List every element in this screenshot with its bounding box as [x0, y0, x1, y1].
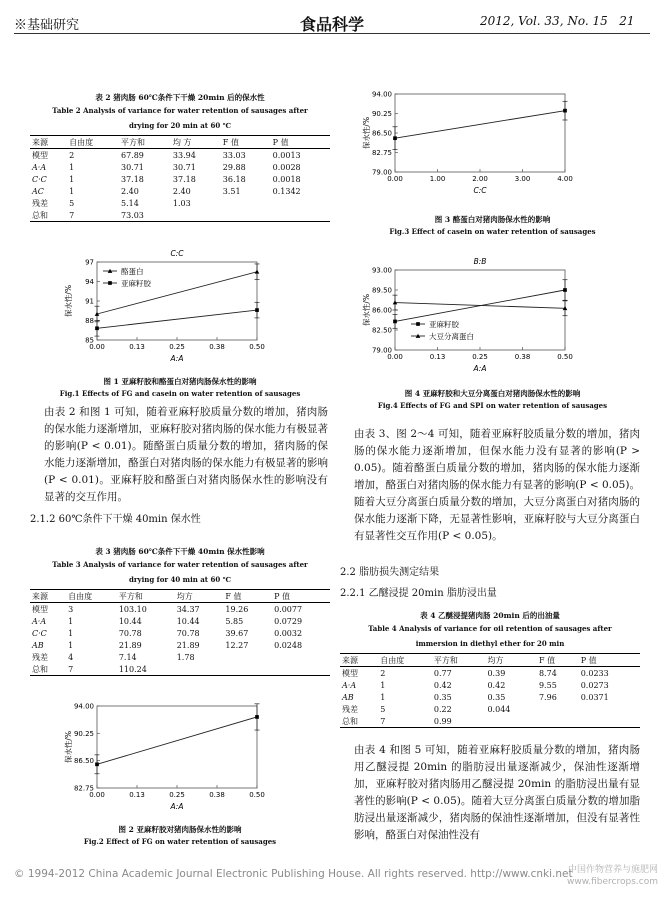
table-cell: 2 — [69, 150, 75, 160]
table-cell: 37.18 — [120, 174, 144, 184]
x-axis-label: A:A — [170, 802, 184, 811]
x-tick-label: 0.13 — [129, 343, 145, 351]
table-cell: 5 — [380, 704, 386, 714]
table-header-cell: 自由度 — [378, 654, 432, 667]
table-row — [30, 185, 330, 197]
table-cell: 7 — [378, 715, 432, 728]
data-point — [563, 109, 567, 113]
table-row — [30, 639, 330, 651]
y-axis-label: 保水性/% — [64, 730, 73, 764]
table-row — [30, 615, 330, 627]
legend-marker — [416, 322, 420, 326]
y-tick-label: 82.75 — [73, 784, 94, 793]
table-cell: 1 — [69, 162, 75, 172]
table-cell: 67.89 — [120, 150, 144, 160]
table-cell — [271, 209, 330, 222]
table-row — [30, 627, 330, 639]
table-cell: 1.78 — [176, 652, 195, 662]
table-header-row — [340, 654, 640, 667]
chart-title: B:B — [473, 257, 487, 266]
y-tick-label: 85 — [85, 336, 94, 345]
table-cell: AB — [342, 692, 354, 702]
table-cell: 0.0248 — [274, 640, 303, 650]
table-row — [30, 603, 330, 616]
table-header-cell: 来源 — [30, 590, 66, 603]
table-cell: 9.55 — [538, 680, 557, 690]
y-tick-label: 82.75 — [371, 149, 392, 157]
y-tick-label: 90.25 — [73, 729, 94, 738]
table-row — [30, 161, 330, 173]
table-cell: 0.99 — [432, 715, 486, 728]
table-cell: 0.0233 — [580, 668, 609, 678]
x-tick-label: 2.00 — [472, 175, 488, 183]
table-cell: 总和 — [30, 209, 67, 222]
table-row — [340, 703, 640, 715]
table-cell — [485, 715, 537, 728]
table-cell — [221, 209, 271, 222]
table3-caption-en-1: Table 3 Analysis of variance for water retention of sausages after — [52, 560, 308, 569]
table4-caption-en-1: Table 4 Analysis of variance for oil retention of sausages after — [368, 624, 612, 633]
figure3-chart — [345, 88, 585, 206]
table4-caption-en-2: immersion in diethyl ether for 20 min — [415, 639, 565, 648]
table-cell: 3.51 — [222, 186, 241, 196]
x-tick-label: 1.00 — [429, 175, 446, 183]
table-cell: 残差 — [32, 652, 48, 662]
table-header-cell: 平方和 — [119, 136, 171, 149]
table-cell — [223, 651, 272, 663]
x-tick-label: 0.00 — [387, 353, 403, 361]
table-header-cell: 自由度 — [67, 136, 119, 149]
table-cell: 12.27 — [225, 640, 249, 650]
table-cell: 0.39 — [487, 668, 506, 678]
table-cell — [272, 651, 330, 663]
y-tick-label: 93.00 — [371, 266, 392, 275]
table-cell — [223, 663, 272, 676]
table-cell: 7.14 — [118, 652, 137, 662]
table-cell: 21.89 — [176, 640, 200, 650]
data-point — [95, 326, 99, 330]
table-row — [30, 651, 330, 663]
table-cell — [221, 197, 271, 209]
paragraph-3: 由表 4 和图 5 可知，随着亚麻籽胶质量分数的增加，猪肉肠用乙醚浸提 20min 的脂肪浸出量逐渐减少，保油性逐渐增加，亚麻籽胶对猪肉肠用乙醚浸提 20min 的脂肪浸出量有显著性的影响(P < 0.05)。随着大豆分离蛋白质量分数的增加脂肪浸出量逐渐减少，猪肉肠的保油性逐渐增加，但没有显著性影响，酪蛋白对保油性没有 — [354, 744, 640, 841]
table-cell: 29.88 — [222, 162, 246, 172]
table-cell: 残差 — [32, 198, 48, 208]
table-cell: 0.0273 — [580, 680, 609, 690]
issue-text: 2012, Vol. 33, No. 15 — [480, 14, 608, 28]
table-cell: 模型 — [342, 668, 358, 678]
table-header-cell: F 值 — [223, 590, 272, 603]
table-cell — [579, 703, 640, 715]
table4-block — [340, 610, 640, 728]
table-cell: 70.78 — [176, 628, 200, 638]
table-header-cell: 来源 — [30, 136, 67, 149]
section-label: ※基础研究 — [14, 18, 80, 33]
table3-block — [30, 546, 330, 676]
figure4-caption-cn: 图 4 亚麻籽胶和大豆分离蛋白对猪肉肠保水性的影响 — [404, 389, 581, 398]
table-cell — [175, 663, 224, 676]
table-cell: 0.42 — [487, 680, 506, 690]
table-cell: 0.35 — [487, 692, 506, 702]
x-tick-label: 3.00 — [514, 175, 531, 183]
table-row — [340, 667, 640, 680]
table-row — [30, 663, 330, 676]
watermark-line-1: 中国作物营养与施肥网 — [567, 865, 658, 875]
table-header-cell: P 值 — [579, 654, 640, 667]
y-tick-label: 97 — [85, 258, 94, 267]
y-tick-label: 94 — [85, 278, 94, 286]
series-line — [97, 717, 257, 764]
y-axis-label: 保水性/% — [362, 116, 371, 150]
table-cell: C·C — [32, 628, 47, 638]
x-axis-label: C:C — [473, 186, 487, 195]
table-cell: 7 — [66, 663, 117, 676]
table-cell: 70.78 — [118, 628, 142, 638]
table-cell: 2.40 — [120, 186, 139, 196]
data-point — [95, 762, 99, 766]
y-tick-label: 88 — [85, 317, 94, 325]
table-cell — [579, 715, 640, 728]
table-cell: 0.77 — [433, 668, 452, 678]
table-cell: 8.74 — [538, 668, 557, 678]
table-cell: 1 — [69, 186, 75, 196]
table-cell: 0.0028 — [272, 162, 301, 172]
figure2-chart — [55, 698, 275, 820]
table-cell: A·A — [32, 616, 47, 626]
table-cell: 0.42 — [433, 680, 452, 690]
table-cell: 10.44 — [176, 616, 200, 626]
data-point — [393, 136, 397, 140]
paragraph-1: 由表 2 和图 1 可知，随着亚麻籽胶质量分数的增加，猪肉肠的保水能力逐渐增加，亚麻籽胶对猪肉肠的保水能力有极显著的影响(P < 0.01)。随酪蛋白质量分数的增加，猪肉肠的保水能力逐渐增加，酪蛋白对猪肉肠的保水能力有极显著的影响(P < 0.01)。亚麻籽胶和酪蛋白对猪肉肠保水性的影响没有显著的交互作用。 — [44, 406, 328, 503]
table-cell: 5.14 — [120, 198, 139, 208]
y-tick-label: 86.00 — [371, 306, 392, 315]
chart-title: C:C — [170, 249, 184, 258]
table-cell: 1 — [68, 640, 74, 650]
copyright-footer: © 1994-2012 China Academic Journal Electronic Publishing House. All rights reserved. http://www.cnki.net — [14, 868, 573, 880]
section-2-2: 2.2 脂肪损失测定结果 — [340, 567, 440, 578]
x-axis-label: A:A — [473, 364, 487, 373]
table-cell: 2 — [380, 668, 386, 678]
table-cell: A·A — [342, 680, 357, 690]
table-row — [30, 197, 330, 209]
table-cell: 1 — [69, 174, 75, 184]
x-axis-label: A:A — [170, 354, 184, 363]
legend-label: 大豆分离蛋白 — [429, 332, 474, 341]
table-header-row — [30, 590, 330, 603]
x-tick-label: 0.38 — [514, 353, 531, 361]
table2-caption-cn: 表 2 猪肉肠 60℃条件下干燥 20min 后的保水性 — [95, 93, 265, 102]
table-cell: 19.26 — [225, 604, 249, 614]
table-cell: 总和 — [340, 715, 378, 728]
y-axis-label: 保水性/% — [362, 293, 371, 327]
y-tick-label: 91 — [85, 297, 94, 306]
table-header-cell: 均方 — [485, 654, 537, 667]
table4 — [340, 653, 640, 728]
table-cell — [271, 197, 330, 209]
y-tick-label: 90.25 — [371, 110, 392, 118]
y-tick-label: 94.00 — [371, 90, 392, 99]
series-line — [97, 310, 257, 328]
table-header-cell: 平方和 — [432, 654, 486, 667]
table3-caption-cn: 表 3 猪肉肠 60℃条件下干燥 40min 保水性影响 — [95, 547, 265, 556]
table-cell: 0.0018 — [272, 174, 301, 184]
data-point — [255, 308, 259, 312]
y-tick-label: 82.50 — [371, 326, 392, 335]
table-row — [30, 149, 330, 162]
table-cell: 0.0013 — [272, 150, 301, 160]
table-cell — [171, 209, 221, 222]
x-tick-label: 0.38 — [209, 791, 225, 799]
x-tick-label: 0.00 — [387, 175, 403, 183]
table-cell: 4 — [68, 652, 74, 662]
table-cell: 3 — [68, 604, 74, 614]
figure4-caption-en: Fig.4 Effects of FG and SPI on water retention of sausages — [377, 401, 608, 410]
plot-frame — [395, 270, 565, 350]
table-row — [30, 173, 330, 185]
table-header-cell: 来源 — [340, 654, 378, 667]
plot-frame — [395, 94, 565, 172]
table-header-cell: P 值 — [271, 136, 330, 149]
table-cell: 模型 — [32, 604, 48, 614]
table-cell: 0.0077 — [274, 604, 303, 614]
table-header-cell: F 值 — [537, 654, 579, 667]
table-cell — [537, 703, 579, 715]
table2-block — [30, 92, 330, 222]
table-cell: 34.37 — [176, 604, 200, 614]
figure3-caption-en: Fig.3 Effect of casein on water retention of sausages — [389, 227, 596, 236]
page-number: 21 — [619, 14, 635, 28]
table-cell: 0.0729 — [274, 616, 303, 626]
table-cell: 5 — [69, 198, 75, 208]
table-header-cell: 均方 — [175, 590, 224, 603]
table-cell: 7 — [67, 209, 119, 222]
table-cell: 总和 — [30, 663, 66, 676]
x-tick-label: 0.38 — [209, 343, 225, 351]
table-cell — [537, 715, 579, 728]
x-tick-label: 0.13 — [129, 791, 145, 799]
table-cell: 0.0371 — [580, 692, 609, 702]
figure2-caption-en: Fig.2 Effect of FG on water retention of sausages — [83, 837, 277, 846]
table-cell: 1 — [68, 616, 74, 626]
y-tick-label: 94.00 — [73, 702, 94, 711]
section-2-2-1: 2.2.1 乙醚浸提 20min 脂肪浸出量 — [340, 588, 497, 599]
table-cell: 7.96 — [538, 692, 557, 702]
x-tick-label: 0.00 — [89, 343, 105, 351]
figure1-caption-en: Fig.1 Effects of FG and casein on water retention of sausages — [59, 389, 301, 398]
header-rule — [14, 33, 650, 34]
legend-label: 亚麻籽胶 — [429, 320, 459, 329]
table-cell: 模型 — [32, 150, 48, 160]
journal-title: 食品科学 — [300, 15, 365, 34]
table-cell: 33.94 — [172, 150, 196, 160]
table-cell: 1 — [380, 680, 386, 690]
table3-caption-en-2: drying for 40 min at 60 ℃ — [128, 575, 232, 584]
figure4-chart — [345, 252, 585, 380]
plot-frame — [97, 706, 257, 788]
journal-issue — [480, 14, 634, 28]
table-header-cell: P 值 — [272, 590, 330, 603]
data-point — [255, 715, 259, 719]
table-cell: 103.10 — [118, 604, 147, 614]
table-cell: 0.22 — [433, 704, 452, 714]
table-cell: 1 — [380, 692, 386, 702]
table2-caption-en-1: Table 2 Analysis of variance for water retention of sausages after — [52, 106, 308, 115]
y-axis-label: 保水性/% — [64, 284, 73, 318]
figure2-caption-cn: 图 2 亚麻籽胶对猪肉肠保水性的影响 — [118, 825, 242, 834]
table-cell: 5.85 — [225, 616, 244, 626]
table-cell: 39.67 — [225, 628, 249, 638]
data-point — [563, 288, 567, 292]
series-line — [395, 111, 565, 139]
table-cell: 73.03 — [119, 209, 171, 222]
x-tick-label: 0.25 — [472, 353, 488, 361]
y-tick-label: 86.50 — [371, 129, 392, 138]
table-header-cell: F 值 — [221, 136, 271, 149]
table-cell: 30.71 — [172, 162, 196, 172]
y-tick-label: 89.50 — [371, 286, 392, 295]
table-cell: 1 — [68, 628, 74, 638]
figure1-caption-cn: 图 1 亚麻籽胶和酪蛋白对猪肉肠保水性的影响 — [103, 377, 257, 386]
x-tick-label: 0.25 — [169, 791, 185, 799]
table-cell: AC — [32, 186, 44, 196]
table-cell: 36.18 — [222, 174, 246, 184]
table-cell: 1.03 — [172, 198, 191, 208]
legend-label: 酪蛋白 — [121, 267, 144, 276]
table-cell: 37.18 — [172, 174, 196, 184]
table-row — [340, 691, 640, 703]
series-line — [395, 303, 565, 309]
table-row — [340, 715, 640, 728]
section-2-1-2: 2.1.2 60℃条件下干燥 40min 保水性 — [30, 514, 201, 525]
figure1-chart — [55, 244, 275, 372]
table-cell: 10.44 — [118, 616, 142, 626]
x-tick-label: 0.25 — [169, 343, 185, 351]
table-cell: 2.40 — [172, 186, 191, 196]
table-header-cell: 平方和 — [117, 590, 175, 603]
x-tick-label: 0.50 — [557, 353, 573, 361]
table-cell: 0.1342 — [272, 186, 301, 196]
table-cell: 33.03 — [222, 150, 246, 160]
y-tick-label: 86.50 — [73, 757, 94, 766]
y-tick-label: 79.00 — [371, 168, 392, 177]
y-tick-label: 79.00 — [371, 346, 392, 355]
table-row — [340, 679, 640, 691]
x-tick-label: 0.50 — [249, 791, 265, 799]
table-header-row — [30, 136, 330, 149]
x-tick-label: 0.13 — [429, 353, 446, 361]
legend-marker — [108, 281, 112, 285]
table-cell: 21.89 — [118, 640, 142, 650]
watermark — [538, 864, 658, 888]
table-cell: A·A — [32, 162, 47, 172]
data-point — [393, 320, 397, 324]
table-cell: 30.71 — [120, 162, 144, 172]
table-header-cell: 自由度 — [66, 590, 117, 603]
table-cell — [272, 663, 330, 676]
table-cell: 110.24 — [117, 663, 175, 676]
table-cell: 0.044 — [487, 704, 511, 714]
figure3-caption-cn: 图 3 酪蛋白对猪肉肠保水性的影响 — [434, 215, 551, 224]
x-tick-label: 4.00 — [557, 175, 573, 183]
table2-caption-en-2: drying for 20 min at 60 ℃ — [128, 121, 232, 130]
x-tick-label: 0.00 — [89, 791, 105, 799]
table-header-cell: 均 方 — [171, 136, 221, 149]
table4-caption-cn: 表 4 乙醚浸提猪肉肠 20min 后的出油量 — [420, 611, 560, 620]
table-cell: 0.35 — [433, 692, 452, 702]
table-row — [30, 209, 330, 222]
table-cell: 0.0032 — [274, 628, 303, 638]
table-cell: C·C — [32, 174, 47, 184]
table-cell: AB — [32, 640, 44, 650]
watermark-line-2: www.fibercrops.com — [567, 877, 658, 887]
x-tick-label: 0.50 — [249, 343, 265, 351]
legend-label: 亚麻籽胶 — [121, 279, 151, 288]
paragraph-2: 由表 3、图 2～4 可知，随着亚麻籽胶质量分数的增加，猪肉肠的保水能力逐渐增加，但保水能力没有显著的影响(P > 0.05)。随着酪蛋白质量分数的增加，猪肉肠的保水能力逐渐增加，酪蛋白对猪肉肠的保水能力有显著的影响(P < 0.05)。随着大豆分离蛋白质量分数的增加，大豆分离蛋白对猪肉肠的保水能力逐渐下降，无显著性影响，亚麻籽胶与大豆分离蛋白有显著性交互作用(P < 0.05)。 — [354, 428, 640, 542]
table2 — [30, 135, 330, 222]
table-cell: 残差 — [342, 704, 358, 714]
table3 — [30, 589, 330, 676]
data-point — [255, 269, 260, 273]
